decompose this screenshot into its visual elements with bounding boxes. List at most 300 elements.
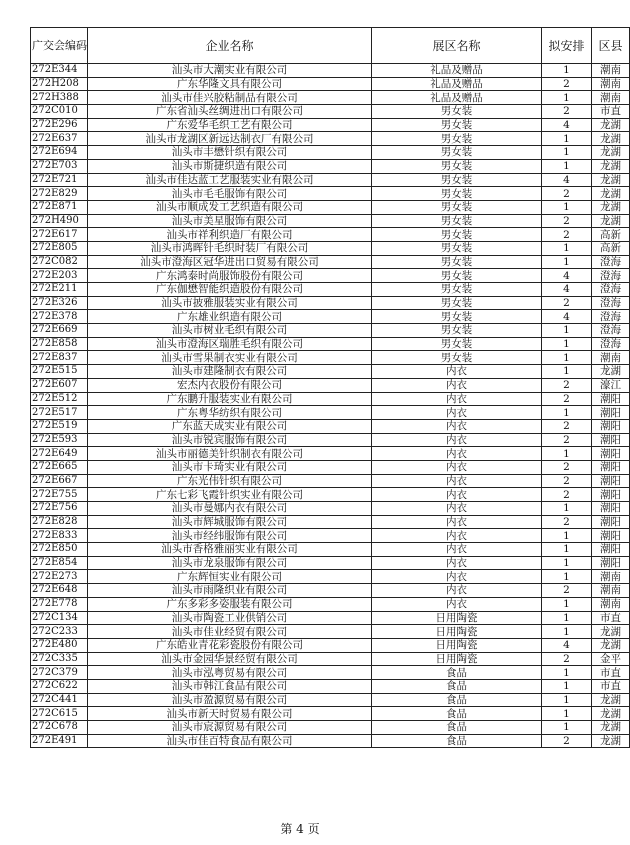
- cell-code: 272E344: [31, 64, 88, 78]
- cell-code: 272C622: [31, 679, 88, 693]
- cell-zone: 内衣: [372, 488, 542, 502]
- cell-zone: 男女装: [372, 269, 542, 283]
- cell-county: 潮阳: [592, 447, 630, 461]
- table-row: [31, 502, 630, 516]
- cell-county: 龙湖: [592, 187, 630, 201]
- cell-company: 广东粤华纺织有限公司: [88, 406, 372, 420]
- cell-zone: 男女装: [372, 324, 542, 338]
- cell-zone: 食品: [372, 707, 542, 721]
- table-row: [31, 666, 630, 680]
- cell-company: 汕头市大潮实业有限公司: [88, 64, 372, 78]
- cell-zone: 内衣: [372, 515, 542, 529]
- cell-county: 澄海: [592, 269, 630, 283]
- cell-count: 4: [542, 310, 592, 324]
- cell-county: 潮阳: [592, 488, 630, 502]
- cell-count: 4: [542, 283, 592, 297]
- table-row: [31, 64, 630, 78]
- cell-code: 272E512: [31, 392, 88, 406]
- cell-county: 潮南: [592, 584, 630, 598]
- cell-count: 4: [542, 173, 592, 187]
- cell-company: 汕头市雨隆织业有限公司: [88, 584, 372, 598]
- cell-code: 272H208: [31, 77, 88, 91]
- cell-county: 澄海: [592, 310, 630, 324]
- cell-county: 龙湖: [592, 132, 630, 146]
- cell-company: 广东省汕头丝绸进出口有限公司: [88, 105, 372, 119]
- cell-company: 汕头市香格雅丽实业有限公司: [88, 543, 372, 557]
- table-row: [31, 474, 630, 488]
- cell-county: 潮阳: [592, 460, 630, 474]
- cell-zone: 日用陶瓷: [372, 652, 542, 666]
- table-row: [31, 296, 630, 310]
- cell-company: 汕头市辉城服饰有限公司: [88, 515, 372, 529]
- cell-count: 2: [542, 105, 592, 119]
- cell-count: 1: [542, 570, 592, 584]
- cell-company: 汕头市斯捷织造有限公司: [88, 159, 372, 173]
- header-county: 区县: [592, 28, 630, 64]
- cell-county: 潮阳: [592, 433, 630, 447]
- cell-code: 272E850: [31, 543, 88, 557]
- cell-code: 272E694: [31, 146, 88, 160]
- cell-company: 广东爱华毛织工艺有限公司: [88, 118, 372, 132]
- cell-company: 汕头市佳兴胶粘制品有限公司: [88, 91, 372, 105]
- cell-code: 272C441: [31, 693, 88, 707]
- cell-count: 1: [542, 447, 592, 461]
- table-row: [31, 324, 630, 338]
- cell-zone: 内衣: [372, 419, 542, 433]
- table-row: [31, 570, 630, 584]
- cell-county: 龙湖: [592, 200, 630, 214]
- table-row: [31, 679, 630, 693]
- cell-company: 汕头市宸源贸易有限公司: [88, 721, 372, 735]
- cell-code: 272E617: [31, 228, 88, 242]
- cell-zone: 男女装: [372, 173, 542, 187]
- cell-zone: 食品: [372, 666, 542, 680]
- cell-code: 272E593: [31, 433, 88, 447]
- cell-count: 1: [542, 556, 592, 570]
- cell-company: 广东鹏升服装实业有限公司: [88, 392, 372, 406]
- table-row: [31, 447, 630, 461]
- cell-company: 汕头市卡琦实业有限公司: [88, 460, 372, 474]
- cell-company: 汕头市树业毛织有限公司: [88, 324, 372, 338]
- cell-county: 潮南: [592, 351, 630, 365]
- cell-county: 龙湖: [592, 159, 630, 173]
- cell-county: 澄海: [592, 283, 630, 297]
- cell-county: 龙湖: [592, 214, 630, 228]
- cell-company: 汕头市佳达蓝工艺服装实业有限公司: [88, 173, 372, 187]
- cell-zone: 日用陶瓷: [372, 611, 542, 625]
- cell-zone: 内衣: [372, 392, 542, 406]
- table-row: [31, 433, 630, 447]
- cell-company: 汕头市韩江食品有限公司: [88, 679, 372, 693]
- header-zone: 展区名称: [372, 28, 542, 64]
- cell-code: 272E637: [31, 132, 88, 146]
- cell-company: 广东雄业织造有限公司: [88, 310, 372, 324]
- document-sheet: [30, 27, 630, 748]
- cell-zone: 内衣: [372, 543, 542, 557]
- cell-code: 272E649: [31, 447, 88, 461]
- cell-zone: 男女装: [372, 214, 542, 228]
- cell-county: 潮阳: [592, 515, 630, 529]
- cell-company: 汕头市顺成发工艺织造有限公司: [88, 200, 372, 214]
- cell-code: 272E273: [31, 570, 88, 584]
- cell-count: 1: [542, 597, 592, 611]
- cell-zone: 内衣: [372, 406, 542, 420]
- table-row: [31, 529, 630, 543]
- cell-zone: 内衣: [372, 597, 542, 611]
- cell-zone: 食品: [372, 679, 542, 693]
- cell-county: 龙湖: [592, 118, 630, 132]
- cell-code: 272E778: [31, 597, 88, 611]
- cell-county: 潮阳: [592, 392, 630, 406]
- cell-company: 广东鸿泰时尚服饰股份有限公司: [88, 269, 372, 283]
- cell-code: 272C233: [31, 625, 88, 639]
- table-row: [31, 91, 630, 105]
- table-row: [31, 515, 630, 529]
- cell-code: 272E296: [31, 118, 88, 132]
- cell-count: 1: [542, 529, 592, 543]
- table-row: [31, 693, 630, 707]
- cell-zone: 食品: [372, 693, 542, 707]
- table-row: [31, 214, 630, 228]
- table-row: [31, 460, 630, 474]
- cell-code: 272H490: [31, 214, 88, 228]
- cell-code: 272E721: [31, 173, 88, 187]
- cell-zone: 内衣: [372, 529, 542, 543]
- cell-company: 汕头市毛毛服饰有限公司: [88, 187, 372, 201]
- table-row: [31, 721, 630, 735]
- table-row: [31, 584, 630, 598]
- cell-code: 272E858: [31, 337, 88, 351]
- cell-zone: 男女装: [372, 228, 542, 242]
- cell-zone: 内衣: [372, 474, 542, 488]
- table-row: [31, 146, 630, 160]
- cell-count: 2: [542, 77, 592, 91]
- cell-count: 1: [542, 611, 592, 625]
- header-code: 广交会编码: [31, 28, 88, 64]
- cell-zone: 礼品及赠品: [372, 64, 542, 78]
- table-row: [31, 707, 630, 721]
- table-row: [31, 419, 630, 433]
- cell-county: 龙湖: [592, 734, 630, 748]
- cell-count: 1: [542, 365, 592, 379]
- table-row: [31, 187, 630, 201]
- cell-code: 272E480: [31, 638, 88, 652]
- cell-zone: 男女装: [372, 310, 542, 324]
- cell-county: 潮南: [592, 77, 630, 91]
- cell-code: 272E607: [31, 378, 88, 392]
- cell-zone: 食品: [372, 734, 542, 748]
- table-row: [31, 337, 630, 351]
- cell-county: 高新: [592, 228, 630, 242]
- cell-zone: 日用陶瓷: [372, 638, 542, 652]
- cell-zone: 男女装: [372, 283, 542, 297]
- cell-code: 272E667: [31, 474, 88, 488]
- cell-count: 2: [542, 187, 592, 201]
- cell-count: 1: [542, 255, 592, 269]
- table-row: [31, 159, 630, 173]
- cell-county: 潮阳: [592, 529, 630, 543]
- cell-count: 2: [542, 378, 592, 392]
- cell-code: 272E756: [31, 502, 88, 516]
- cell-zone: 内衣: [372, 447, 542, 461]
- cell-company: 汕头市披雅服装实业有限公司: [88, 296, 372, 310]
- cell-zone: 男女装: [372, 118, 542, 132]
- cell-county: 潮阳: [592, 419, 630, 433]
- table-row: [31, 392, 630, 406]
- cell-code: 272C379: [31, 666, 88, 680]
- cell-zone: 男女装: [372, 337, 542, 351]
- cell-company: 广东皓业青花彩瓷股份有限公司: [88, 638, 372, 652]
- cell-zone: 男女装: [372, 351, 542, 365]
- cell-county: 龙湖: [592, 173, 630, 187]
- cell-count: 1: [542, 351, 592, 365]
- exhibitor-table: [30, 27, 630, 748]
- cell-company: 广东光伟针织有限公司: [88, 474, 372, 488]
- cell-code: 272E829: [31, 187, 88, 201]
- cell-zone: 男女装: [372, 200, 542, 214]
- cell-company: 宏杰内衣股份有限公司: [88, 378, 372, 392]
- cell-count: 1: [542, 241, 592, 255]
- cell-company: 汕头市建隆制衣有限公司: [88, 365, 372, 379]
- cell-count: 1: [542, 693, 592, 707]
- table-row: [31, 378, 630, 392]
- cell-company: 汕头市曼娜内衣有限公司: [88, 502, 372, 516]
- cell-code: 272C678: [31, 721, 88, 735]
- cell-code: 272E837: [31, 351, 88, 365]
- cell-zone: 内衣: [372, 365, 542, 379]
- table-row: [31, 556, 630, 570]
- cell-code: 272H388: [31, 91, 88, 105]
- cell-zone: 内衣: [372, 433, 542, 447]
- cell-county: 龙湖: [592, 707, 630, 721]
- cell-company: 汕头市鸿晖针毛织时装厂有限公司: [88, 241, 372, 255]
- cell-company: 汕头市锐宾服饰有限公司: [88, 433, 372, 447]
- cell-zone: 男女装: [372, 187, 542, 201]
- cell-count: 1: [542, 406, 592, 420]
- cell-county: 潮南: [592, 64, 630, 78]
- cell-zone: 内衣: [372, 502, 542, 516]
- table-row: [31, 652, 630, 666]
- cell-zone: 男女装: [372, 159, 542, 173]
- cell-county: 潮南: [592, 570, 630, 584]
- cell-company: 汕头市新天时贸易有限公司: [88, 707, 372, 721]
- cell-count: 1: [542, 666, 592, 680]
- cell-code: 272E703: [31, 159, 88, 173]
- cell-code: 272C010: [31, 105, 88, 119]
- cell-company: 汕头市祥利织造厂有限公司: [88, 228, 372, 242]
- cell-county: 龙湖: [592, 721, 630, 735]
- cell-zone: 男女装: [372, 146, 542, 160]
- cell-county: 金平: [592, 652, 630, 666]
- header-count: 拟安排: [542, 28, 592, 64]
- cell-count: 2: [542, 584, 592, 598]
- cell-count: 1: [542, 337, 592, 351]
- cell-county: 市直: [592, 679, 630, 693]
- cell-county: 潮阳: [592, 502, 630, 516]
- cell-code: 272C615: [31, 707, 88, 721]
- cell-count: 1: [542, 64, 592, 78]
- cell-company: 汕头市盈源贸易有限公司: [88, 693, 372, 707]
- cell-count: 2: [542, 652, 592, 666]
- cell-county: 潮南: [592, 597, 630, 611]
- cell-company: 广东多彩多姿服装有限公司: [88, 597, 372, 611]
- cell-count: 2: [542, 214, 592, 228]
- cell-company: 汕头市龙泉服饰有限公司: [88, 556, 372, 570]
- cell-county: 潮阳: [592, 556, 630, 570]
- cell-zone: 男女装: [372, 241, 542, 255]
- cell-company: 广东蓝天成实业有限公司: [88, 419, 372, 433]
- table-row: [31, 241, 630, 255]
- cell-code: 272E203: [31, 269, 88, 283]
- cell-company: 汕头市雪果制衣实业有限公司: [88, 351, 372, 365]
- table-row: [31, 105, 630, 119]
- cell-company: 汕头市经纬服饰有限公司: [88, 529, 372, 543]
- cell-zone: 内衣: [372, 584, 542, 598]
- cell-count: 4: [542, 118, 592, 132]
- cell-county: 澄海: [592, 337, 630, 351]
- cell-county: 澄海: [592, 324, 630, 338]
- cell-county: 龙湖: [592, 365, 630, 379]
- cell-zone: 男女装: [372, 296, 542, 310]
- cell-count: 1: [542, 132, 592, 146]
- cell-company: 汕头市澄海区冠华进出口贸易有限公司: [88, 255, 372, 269]
- table-row: [31, 255, 630, 269]
- cell-code: 272E833: [31, 529, 88, 543]
- cell-code: 272E665: [31, 460, 88, 474]
- cell-company: 汕头市金园华景经贸有限公司: [88, 652, 372, 666]
- cell-company: 汕头市陶瓷工业供销公司: [88, 611, 372, 625]
- cell-county: 市直: [592, 611, 630, 625]
- cell-count: 1: [542, 679, 592, 693]
- cell-county: 龙湖: [592, 146, 630, 160]
- cell-zone: 礼品及赠品: [372, 77, 542, 91]
- cell-code: 272E517: [31, 406, 88, 420]
- cell-county: 潮阳: [592, 543, 630, 557]
- cell-zone: 内衣: [372, 460, 542, 474]
- cell-county: 龙湖: [592, 693, 630, 707]
- table-row: [31, 173, 630, 187]
- cell-county: 澄海: [592, 296, 630, 310]
- cell-count: 4: [542, 638, 592, 652]
- cell-count: 4: [542, 269, 592, 283]
- cell-zone: 日用陶瓷: [372, 625, 542, 639]
- table-row: [31, 310, 630, 324]
- cell-county: 潮阳: [592, 406, 630, 420]
- cell-county: 潮南: [592, 91, 630, 105]
- cell-county: 龙湖: [592, 638, 630, 652]
- cell-count: 2: [542, 433, 592, 447]
- cell-company: 汕头市佳百特食品有限公司: [88, 734, 372, 748]
- cell-code: 272E515: [31, 365, 88, 379]
- cell-county: 澄海: [592, 255, 630, 269]
- cell-code: 272E805: [31, 241, 88, 255]
- cell-company: 汕头市澄海区瑞胜毛织有限公司: [88, 337, 372, 351]
- cell-count: 1: [542, 625, 592, 639]
- cell-code: 272C082: [31, 255, 88, 269]
- cell-zone: 礼品及赠品: [372, 91, 542, 105]
- cell-zone: 食品: [372, 721, 542, 735]
- table-row: [31, 283, 630, 297]
- cell-zone: 内衣: [372, 570, 542, 584]
- table-row: [31, 351, 630, 365]
- cell-count: 2: [542, 460, 592, 474]
- cell-count: 1: [542, 721, 592, 735]
- cell-company: 广东伽懋智能织造股份有限公司: [88, 283, 372, 297]
- cell-count: 2: [542, 228, 592, 242]
- cell-count: 1: [542, 543, 592, 557]
- cell-code: 272C335: [31, 652, 88, 666]
- cell-county: 市直: [592, 666, 630, 680]
- table-row: [31, 118, 630, 132]
- cell-code: 272E854: [31, 556, 88, 570]
- cell-count: 1: [542, 200, 592, 214]
- cell-count: 1: [542, 159, 592, 173]
- table-row: [31, 543, 630, 557]
- table-row: [31, 638, 630, 652]
- table-header: [31, 28, 630, 64]
- table-row: [31, 200, 630, 214]
- cell-code: 272E871: [31, 200, 88, 214]
- table-row: [31, 228, 630, 242]
- cell-code: 272E491: [31, 734, 88, 748]
- cell-count: 2: [542, 474, 592, 488]
- table-row: [31, 406, 630, 420]
- cell-county: 高新: [592, 241, 630, 255]
- cell-zone: 内衣: [372, 556, 542, 570]
- cell-zone: 男女装: [372, 255, 542, 269]
- cell-county: 潮阳: [592, 474, 630, 488]
- table-body: [31, 64, 630, 748]
- page-number: 第 4 页: [280, 822, 320, 836]
- cell-code: 272E211: [31, 283, 88, 297]
- table-row: [31, 734, 630, 748]
- cell-code: 272E669: [31, 324, 88, 338]
- cell-count: 1: [542, 502, 592, 516]
- header-company: 企业名称: [88, 28, 372, 64]
- table-row: [31, 625, 630, 639]
- cell-code: 272E648: [31, 584, 88, 598]
- cell-count: 2: [542, 419, 592, 433]
- cell-count: 2: [542, 515, 592, 529]
- cell-count: 1: [542, 91, 592, 105]
- cell-count: 2: [542, 296, 592, 310]
- table-row: [31, 365, 630, 379]
- cell-code: 272E755: [31, 488, 88, 502]
- cell-zone: 男女装: [372, 105, 542, 119]
- cell-company: 汕头市丽德美针织制衣有限公司: [88, 447, 372, 461]
- cell-count: 2: [542, 488, 592, 502]
- cell-count: 2: [542, 734, 592, 748]
- cell-zone: 内衣: [372, 378, 542, 392]
- table-row: [31, 77, 630, 91]
- cell-company: 广东七彩飞霞针织实业有限公司: [88, 488, 372, 502]
- cell-code: 272E378: [31, 310, 88, 324]
- table-row: [31, 597, 630, 611]
- cell-company: 广东华隆文具有限公司: [88, 77, 372, 91]
- table-row: [31, 488, 630, 502]
- cell-county: 濠江: [592, 378, 630, 392]
- cell-company: 汕头市龙湖区新远达制衣厂有限公司: [88, 132, 372, 146]
- cell-code: 272E828: [31, 515, 88, 529]
- cell-count: 1: [542, 707, 592, 721]
- cell-county: 市直: [592, 105, 630, 119]
- table-row: [31, 132, 630, 146]
- cell-code: 272E519: [31, 419, 88, 433]
- cell-company: 广东辉恒实业有限公司: [88, 570, 372, 584]
- cell-county: 龙湖: [592, 625, 630, 639]
- cell-company: 汕头市泓粤贸易有限公司: [88, 666, 372, 680]
- cell-count: 1: [542, 324, 592, 338]
